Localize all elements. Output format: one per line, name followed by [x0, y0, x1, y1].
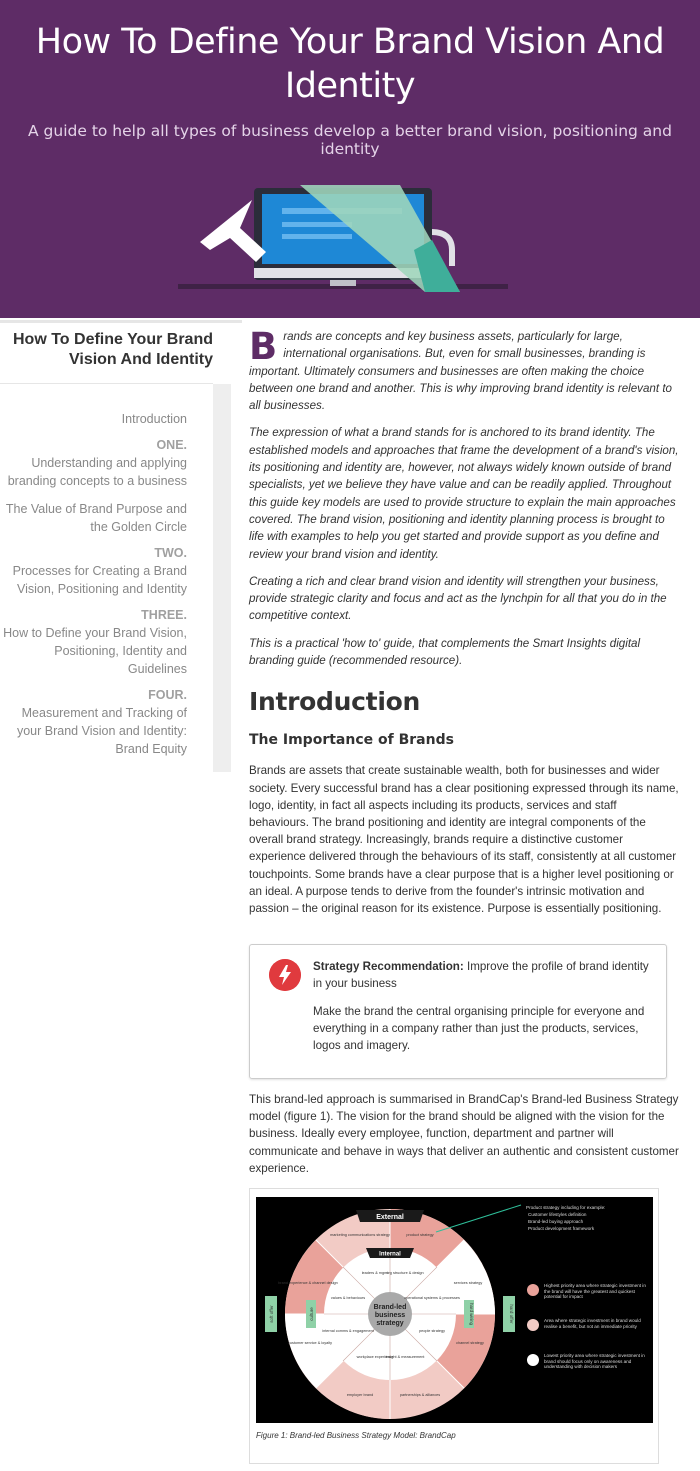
- monitor-illustration-icon: [170, 180, 515, 300]
- legend-swatch-high: [527, 1284, 539, 1296]
- diagram-outer-label-6: employer brand: [346, 1393, 374, 1397]
- section-heading-introduction: Introduction: [249, 687, 420, 717]
- diagram-note-4: Product development framework: [528, 1226, 595, 1231]
- figure-caption: Figure 1: Brand-led Business Strategy Model: BrandCap: [256, 1431, 456, 1440]
- toc-item-introduction[interactable]: Introduction: [121, 412, 187, 426]
- diagram-external-label: External: [376, 1214, 404, 1221]
- intro-paragraph-1-text: rands are concepts and key business assets, particularly for large, international organisations. But, even for small businesses, branding is important. Ultimately consumers and businesses are often making the choice between one brand and another. This is why improving brand identity is relevant to all businesses.: [249, 330, 672, 413]
- intro-paragraph-1: [249, 325, 679, 414]
- intro-paragraph-4: This is a practical 'how to' guide, that complements the Smart Insights digital branding guide (recommended resource).: [249, 636, 641, 668]
- legend-text-medium: Area where strategic investment in brand would realise a benefit, but not an immediate priority: [544, 1318, 641, 1329]
- toc-item-understanding-branding[interactable]: Understanding and applying branding concepts to a business: [7, 456, 187, 488]
- diagram-outer-label-7: customer service & loyalty: [287, 1341, 333, 1345]
- toc-item-brand-purpose[interactable]: The Value of Brand Purpose and the Golden Circle: [5, 502, 187, 534]
- diagram-inner-label-1: leaders & mgmt: [361, 1271, 389, 1275]
- toc-heading-three: THREE.: [141, 608, 187, 622]
- toc-heading-four: FOUR.: [148, 688, 187, 702]
- hero-banner: [0, 0, 700, 318]
- toc-item-define-vision[interactable]: How to Define your Brand Vision, Positioning, Identity and Guidelines: [3, 626, 187, 676]
- diagram-inner-label-5: insight & measurement: [385, 1355, 425, 1359]
- toc-item-processes[interactable]: Processes for Creating a Brand Vision, Positioning and Identity: [12, 564, 187, 596]
- diagram-inner-label-6: workplace experience: [356, 1355, 394, 1359]
- sidebar-scrollbar[interactable]: [213, 384, 231, 772]
- table-of-contents: [0, 410, 187, 758]
- body-paragraph-2: This brand-led approach is summarised in BrandCap's Brand-led Business Strategy model (figure 1). The vision for the brand should be aligned with the vision for the business. Ideally every employee, function, department and partner will communicate and behave in ways that deliver an authentic and consistent customer experience.: [249, 1093, 679, 1175]
- diagram-outer-label-5: partnerships & alliances: [399, 1393, 441, 1397]
- diagram-center-line-3: strategy: [376, 1320, 404, 1327]
- body-paragraph-1: Brands are assets that create sustainable wealth, both for businesses and wider society. Every successful brand has a clear positioning expressed through its name, logo, identity, in fact all aspects including its products, services and staff behaviours. The brand positioning and identity are integral components of the overall brand strategy. Increasingly, brands require a distinctive customer experience delivered through the behaviours of its staff, consistently at all customer touchpoints. Some brands have a clear purpose that is a higher level positioning or an ideal. A purpose tends to derive from the founder's intrinsic motivation and passion – the original reason for its existence. Purpose is essentially positioning.: [249, 764, 679, 915]
- diagram-soft-offer: soft offer: [269, 1305, 274, 1323]
- diagram-internal-label: Internal: [379, 1251, 401, 1258]
- toc-heading-two: TWO.: [154, 546, 187, 560]
- intro-paragraph-2: The expression of what a brand stands for is anchored to its brand identity. The established models and approaches that frame the development of a brand's vision, its positioning and identity are, however, not always widely known outside of brand specialists, yet we believe they have value and can be readily applied. Throughout this guide key models are used to provide structure to explain the main approaches covered. The brand vision, positioning and identity planning process is brought to life with examples to help you get started and provide support as you define and review your brand vision and identity.: [249, 426, 679, 561]
- diagram-note-2: Customer lifestyles definition: [528, 1212, 587, 1217]
- page-title: How To Define Your Brand Vision And Identity: [35, 22, 665, 106]
- legend-swatch-low: [527, 1354, 539, 1366]
- legend-text-high: Highest priority area where strategic investment in the brand will have the greatest and quickest potential for impact: [544, 1283, 646, 1300]
- toc-heading-one: ONE.: [156, 438, 187, 452]
- recommendation-body: Make the brand the central organising principle for everyone and everything in a company rather than just the products, services, logos and imagery.: [313, 1005, 645, 1052]
- diagram-outer-label-1: marketing communications strategy: [330, 1233, 390, 1237]
- legend-text-low: Lowest priority area where strategic investment in brand should focus only on awareness and understanding with decision makers: [544, 1353, 645, 1370]
- brand-led-strategy-diagram: [256, 1197, 653, 1423]
- diagram-center-line-1: Brand-led: [373, 1304, 407, 1311]
- diagram-outer-label-3: services strategy: [453, 1281, 483, 1285]
- diagram-outer-label-4: channel strategy: [456, 1341, 484, 1345]
- diagram-outer-label-8: brand experience & channel design: [278, 1281, 338, 1285]
- toc-item-measurement[interactable]: Measurement and Tracking of your Brand Vision and Identity: Brand Equity: [16, 706, 187, 756]
- diagram-inner-label-3: operational systems & processes: [404, 1296, 460, 1300]
- diagram-inner-label-4: people strategy: [419, 1329, 445, 1333]
- recommendation-headline: [313, 958, 651, 992]
- article-body: [249, 325, 679, 917]
- diagram-culture: culture: [309, 1307, 314, 1321]
- diagram-note-3: Brand-led buying approach: [528, 1219, 584, 1224]
- diagram-center-line-2: business: [374, 1312, 406, 1319]
- sidebar-title: How To Define Your Brand Vision And Identity: [12, 331, 213, 368]
- page-subtitle: A guide to help all types of business develop a better brand vision, positioning and identity: [28, 122, 672, 158]
- diagram-inner-label-8: values & behaviours: [330, 1296, 366, 1300]
- subheading-importance-of-brands: The Importance of Brands: [249, 732, 454, 749]
- diagram-outer-label-2: product strategy: [406, 1233, 434, 1237]
- sidebar-top-border: [0, 320, 242, 323]
- diagram-hard-wiring: hard wiring: [469, 1302, 474, 1326]
- drop-cap: B: [249, 325, 278, 368]
- lightning-icon: [269, 959, 301, 991]
- diagram-inner-label-7: internal comms & engagement: [322, 1329, 374, 1333]
- recommendation-text: Improve the profile of brand identity in your business: [313, 960, 649, 990]
- legend-swatch-medium: [527, 1319, 539, 1331]
- diagram-inner-label-2: org structure & design: [386, 1271, 424, 1275]
- diagram-hard-offer: hard offer: [509, 1304, 514, 1324]
- sidebar-divider: [0, 383, 213, 384]
- figure-brand-led-model: [249, 1188, 659, 1464]
- strategy-recommendation-box: [249, 944, 667, 1079]
- diagram-note-1: Product strategy including for example:: [526, 1205, 606, 1210]
- recommendation-label: Strategy Recommendation:: [313, 960, 464, 973]
- intro-paragraph-3: Creating a rich and clear brand vision and identity will strengthen your business, provide strategic clarity and focus and act as the lynchpin for all that you do in the competitive context.: [249, 574, 667, 623]
